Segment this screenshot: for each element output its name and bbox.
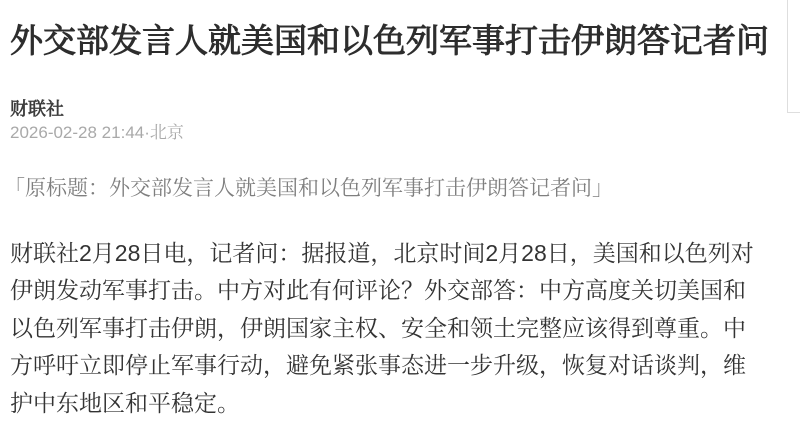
- article-datetime: 2026-02-28 21:44·北京: [10, 123, 184, 143]
- original-title-note: 「原标题：外交部发言人就美国和以色列军事打击伊朗答记者问」: [4, 176, 613, 200]
- overlay-panel-corner: [787, 0, 800, 113]
- article-body: 财联社2月28日电，记者问：据报道，北京时间2月28日，美国和以色列对伊朗发动军事打击。中方对此有何评论？外交部答：中方高度关切美国和以色列军事打击伊朗，伊朗国家主权、安全和领土完整应该得到尊重。中方呼吁立即停止军事行动，避免紧张事态进一步升级，恢复对话谈判，维护中东地区和平稳定。: [10, 240, 754, 416]
- article-title: 外交部发言人就美国和以色列军事打击伊朗答记者问: [10, 22, 769, 59]
- article-meta: [0, 99, 800, 144]
- article-source: 财联社: [10, 98, 64, 119]
